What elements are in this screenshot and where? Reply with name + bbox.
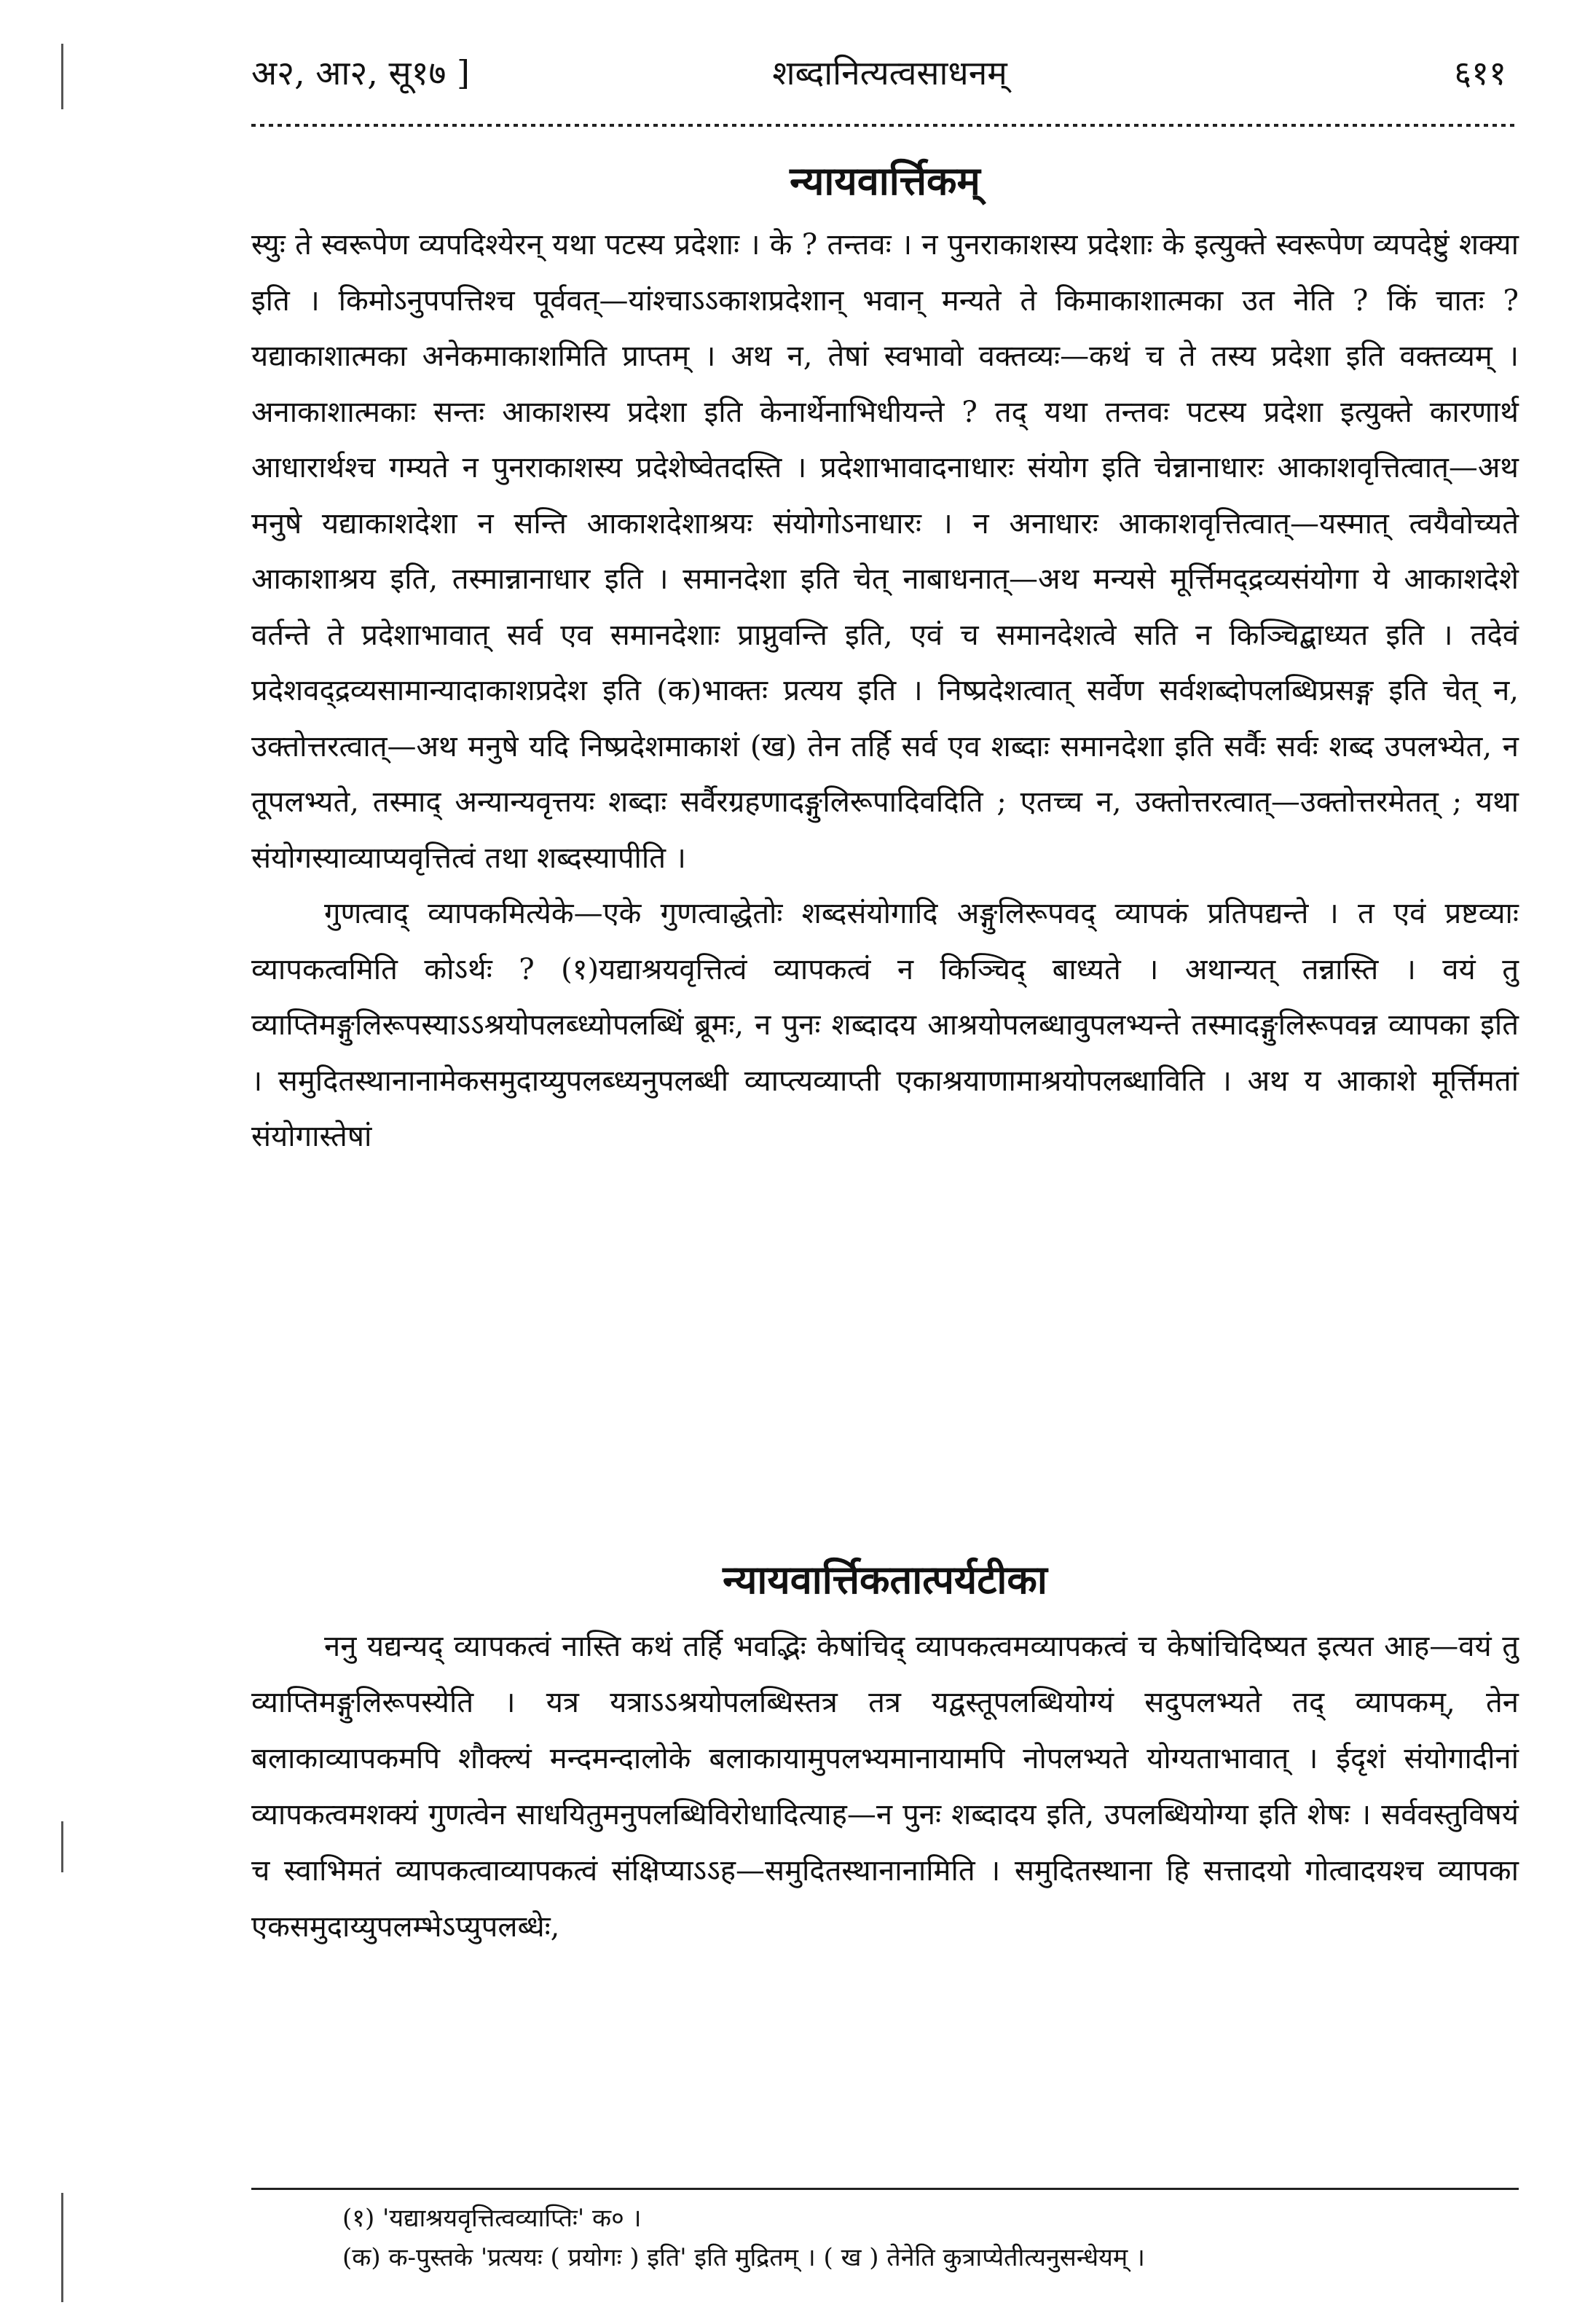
section-title-tatparyatika: न्यायवार्त्तिकतात्पर्यटीका [723, 1556, 1047, 1603]
header-reference: अ२, आ२, सू१७ ] [251, 53, 470, 93]
margin-mark-bottom [61, 2193, 63, 2302]
margin-mark-middle [61, 1821, 63, 1872]
footnote-1: (१) 'यद्याश्रयवृत्तित्वव्याप्तिः' क० । [342, 2204, 642, 2233]
page-number: ६११ [1454, 53, 1506, 93]
running-header [251, 40, 1528, 106]
section-title-nyayavarttika: न्यायवार्त्तिकम् [790, 157, 980, 204]
margin-mark-top [61, 44, 63, 109]
footnotes [342, 2199, 1515, 2277]
main-paragraph-2: गुणत्वाद् व्यापकमित्येके—एके गुणत्वाद्धेतोः शब्दसंयोगादि अङ्गुलिरूपवद् व्यापकं प्रतिपद्यन्ते । त एवं प्रष्टव्याः व्यापकत्वमिति कोऽर्थः ? (१)यद्याश्रयवृत्तित्वं व्यापकत्वं न किञ्चिद् बाध्यते । अथान्यत् तन्नास्ति । वयं तु व्याप्तिमङ्गुलिरूपस्याऽऽश्रयोपलब्ध्योपलब्धिं ब्रूमः, न पुनः शब्दादय आश्रयोपलब्धावुपलभ्यन्ते तस्मादङ्गुलिरूपवन्न व्यापका इति । समुदितस्थानानामेकसमुदाय्युपलब्ध्यनुपलब्धी व्याप्त्यव्याप्ती एकाश्रयाणामाश्रयोपलब्धाविति । अथ य आकाशे मूर्त्तिमतां संयोगास्तेषां [251, 897, 1519, 1153]
main-text [251, 217, 1519, 1165]
commentary-text [251, 1619, 1519, 1955]
main-paragraph-1: स्युः ते स्वरूपेण व्यपदिश्येरन् यथा पटस्य प्रदेशाः । के ? तन्तवः । न पुनराकाशस्य प्रदेशाः के इत्युक्ते स्वरूपेण व्यपदेष्टुं शक्या इति । किमोऽनुपपत्तिश्च पूर्ववत्—यांश्चाऽऽकाशप्रदेशान् भवान् मन्यते ते किमाकाशात्मका उत नेति ? किं चातः ? यद्याकाशात्मका अनेकमाकाशमिति प्राप्तम् । अथ न, तेषां स्वभावो वक्तव्यः—कथं च ते तस्य प्रदेशा इति वक्तव्यम् । अनाकाशात्मकाः सन्तः आकाशस्य प्रदेशा इति केनार्थेनाभिधीयन्ते ? तद् यथा तन्तवः पटस्य प्रदेशा इत्युक्ते कारणार्थ आधारार्थश्च गम्यते न पुनराकाशस्य प्रदेशेष्वेतदस्ति । प्रदेशाभावादनाधारः संयोग इति चेन्नानाधारः आकाशवृत्तित्वात्—अथ मनुषे यद्याकाशदेशा न सन्ति आकाशदेशाश्रयः संयोगोऽनाधारः । न अनाधारः आकाशवृत्तित्वात्—यस्मात् त्वयैवोच्यते आकाशाश्रय इति, तस्मान्नानाधार इति । समानदेशा इति चेत् नाबाधनात्—अथ मन्यसे मूर्त्तिमद्द्रव्यसंयोगा ये आकाशदेशे वर्तन्ते ते प्रदेशाभावात् सर्व एव समानदेशाः प्राप्नुवन्ति इति, एवं च समानदेशत्वे सति न किञ्चिद्बाध्यत इति । तदेवं प्रदेशवद्द्रव्यसामान्यादाकाशप्रदेश इति (क)भाक्तः प्रत्यय इति । निष्प्रदेशत्वात् सर्वेण सर्वशब्दोपलब्धिप्रसङ्ग इति चेत् न, उक्तोत्तरत्वात्—अथ मनुषे यदि निष्प्रदेशमाकाशं (ख) तेन तर्हि सर्व एव शब्दाः समानदेशा इति सर्वैः सर्वः शब्द उपलभ्येत, न तूपलभ्यते, तस्माद् अन्यान्यवृत्तयः शब्दाः सर्वैरग्रहणादङ्गुलिरूपादिवदिति ; एतच्च न, उक्तोत्तरत्वात्—उक्तोत्तरमेतत् ; यथा संयोगस्याव्याप्यवृत्तित्वं तथा शब्दस्यापीति । [251, 228, 1519, 875]
commentary-paragraph: ननु यद्यन्यद् व्यापकत्वं नास्ति कथं तर्हि भवद्भिः केषांचिद् व्यापकत्वमव्यापकत्वं च केषांचिदिष्यत इत्यत आह—वयं तु व्याप्तिमङ्गुलिरूपस्येति । यत्र यत्राऽऽश्रयोपलब्धिस्तत्र तत्र यद्वस्तूपलब्धियोग्यं सदुपलभ्यते तद् व्यापकम्, तेन बलाकाव्यापकमपि शौक्ल्यं मन्दमन्दालोके बलाकायामुपलभ्यमानायामपि नोपलभ्यते योग्यताभावात् । ईदृशं संयोगादीनां व्यापकत्वमशक्यं गुणत्वेन साधयितुमनुपलब्धिविरोधादित्याह—न पुनः शब्दादय इति, उपलब्धियोग्या इति शेषः । सर्ववस्तुविषयं च स्वाभिमतं व्यापकत्वाव्यापकत्वं संक्षिप्याऽऽह—समुदितस्थानानामिति । समुदितस्थाना हि सत्तादयो गोत्वादयश्च व्यापका एकसमुदाय्युपलम्भेऽप्युपलब्धेः, [251, 1630, 1519, 1944]
footnote-rule [251, 2188, 1519, 2190]
header-rule [251, 124, 1519, 127]
footnote-2: (क) क-पुस्तके 'प्रत्ययः ( प्रयोगः ) इति' इति मुद्रितम् । ( ख ) तेनेति कुत्राप्येतीत्यनुसन्धेयम् । [342, 2243, 1145, 2272]
header-title: शब्दानित्यत्वसाधनम् [772, 53, 1007, 93]
